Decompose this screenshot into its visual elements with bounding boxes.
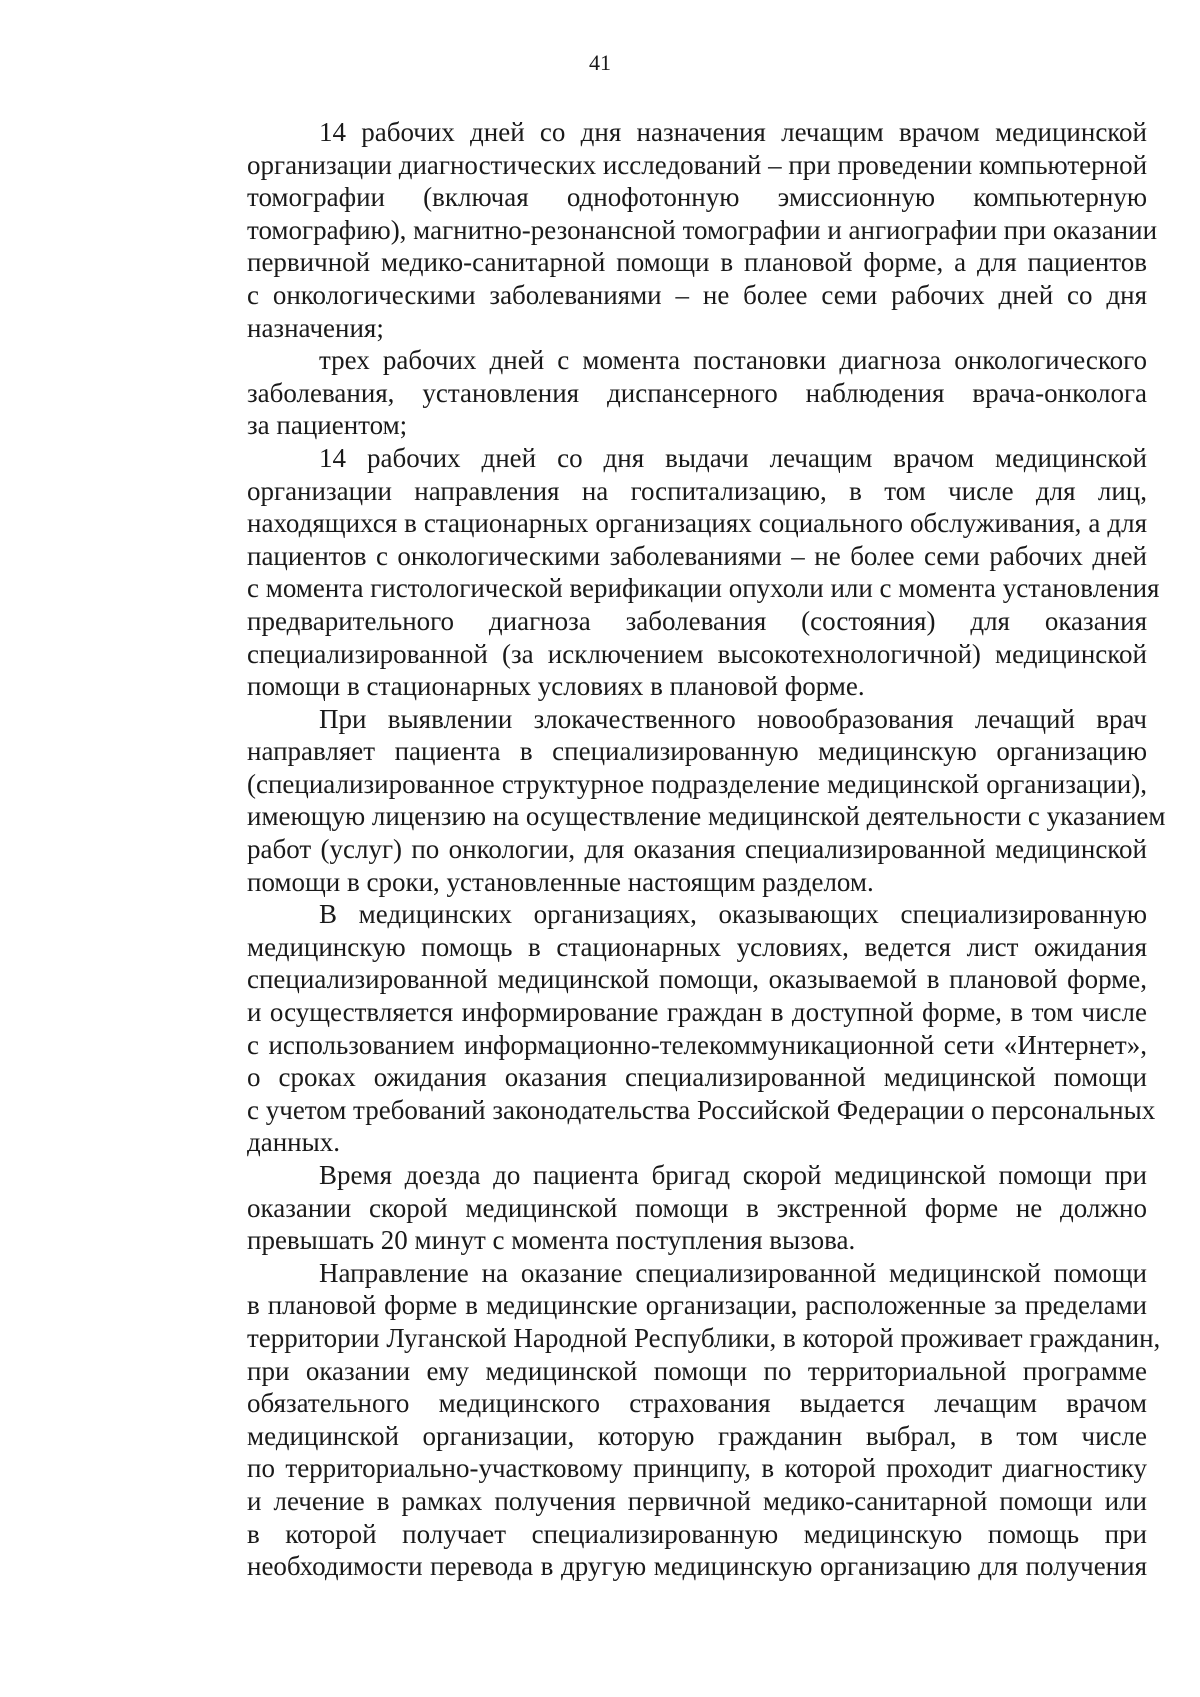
paragraph [175, 442, 1160, 703]
text-line: назначения; [247, 312, 384, 343]
text-line: организации диагностических исследований – при проведении компьютерной [247, 149, 1148, 180]
text-line: При выявлении злокачественного новообразования лечащий врач [319, 703, 1147, 734]
text-line: с учетом требований законодательства Российской Федерации о персональных [247, 1094, 1156, 1125]
text-line: медицинской организации, которую гражданин выбрал, в том числе [247, 1420, 1147, 1451]
paragraph [175, 344, 1147, 442]
paragraph [175, 116, 1158, 344]
text-line: 14 рабочих дней со дня назначения лечащим врачом медицинской [319, 117, 1147, 147]
text-line: (специализированное структурное подразделение медицинской организации), [247, 768, 1147, 799]
text-line: специализированной (за исключением высокотехнологичной) медицинской [247, 638, 1147, 669]
text-line: в плановой форме в медицинские организации, расположенные за пределами [247, 1290, 1147, 1321]
text-line: за пациентом; [247, 410, 408, 441]
text-line: при оказании ему медицинской помощи по территориальной программе [247, 1355, 1147, 1386]
text-line: пациентов с онкологическими заболеваниями – не более семи рабочих дней [247, 540, 1147, 571]
text-line: работ (услуг) по онкологии, для оказания специализированной медицинской [247, 834, 1147, 865]
text-line: Время доезда до пациента бригад скорой медицинской помощи при [319, 1160, 1147, 1190]
text-line: первичной медико-санитарной помощи в плановой форме, а для пациентов [247, 247, 1147, 278]
text-line: данных. [247, 1127, 341, 1158]
text-line: организации направления на госпитализацию, в том числе для лиц, [247, 475, 1147, 506]
text-line: медицинскую помощь в стационарных условиях, ведется лист ожидания [247, 931, 1147, 962]
text-line: помощи в сроки, установленные настоящим разделом. [247, 866, 874, 897]
text-line: необходимости перевода в другую медицинскую организацию для получения [247, 1551, 1147, 1582]
text-line: 14 рабочих дней со дня выдачи лечащим врачом медицинской [319, 442, 1147, 473]
text-line: Направление на оказание специализированной медицинской помощи [319, 1257, 1147, 1288]
text-line: заболевания, установления диспансерного наблюдения врача-онколога [247, 377, 1147, 408]
text-line: по территориально-участковому принципу, в которой проходит диагностику [247, 1453, 1147, 1484]
text-line: специализированной медицинской помощи, оказываемой в плановой форме, [247, 964, 1147, 995]
text-line: превышать 20 минут с момента поступления вызова. [247, 1225, 856, 1256]
text-line: и лечение в рамках получения первичной медико-санитарной помощи или [247, 1485, 1147, 1516]
paragraph [175, 703, 1166, 899]
text-line: в которой получает специализированную медицинскую помощь при [247, 1518, 1147, 1549]
paragraph [175, 898, 1156, 1159]
text-line: оказании скорой медицинской помощи в экстренной форме не должно [247, 1192, 1147, 1223]
document-body [175, 116, 1166, 1583]
text-line: направляет пациента в специализированную медицинскую организацию [247, 736, 1147, 767]
text-line: помощи в стационарных условиях в плановой форме. [247, 671, 865, 702]
paragraph [175, 1257, 1161, 1583]
text-line: территории Луганской Народной Республики, в которой проживает гражданин, [247, 1322, 1161, 1353]
text-line: обязательного медицинского страхования выдается лечащим врачом [247, 1388, 1147, 1419]
text-line: и осуществляется информирование граждан в доступной форме, в том числе [247, 997, 1147, 1028]
text-line: с использованием информационно-телекоммуникационной сети «Интернет», [247, 1029, 1147, 1060]
text-line: томографию), магнитно-резонансной томографии и ангиографии при оказании [247, 214, 1158, 245]
page-number: 41 [589, 50, 611, 75]
text-line: трех рабочих дней с момента постановки диагноза онкологического [319, 345, 1147, 376]
text-line: находящихся в стационарных организациях социального обслуживания, а для [247, 508, 1147, 539]
text-line: с момента гистологической верификации опухоли или с момента установления [247, 573, 1160, 604]
text-line: с онкологическими заболеваниями – не более семи рабочих дней со дня [247, 279, 1147, 310]
text-line: о сроках ожидания оказания специализированной медицинской помощи [247, 1062, 1147, 1093]
paragraph [175, 1159, 1147, 1257]
text-line: имеющую лицензию на осуществление медицинской деятельности с указанием [247, 801, 1166, 832]
text-line: В медицинских организациях, оказывающих специализированную [319, 899, 1147, 930]
text-line: предварительного диагноза заболевания (состояния) для оказания [247, 605, 1147, 636]
text-line: томографии (включая однофотонную эмиссионную компьютерную [247, 182, 1147, 213]
